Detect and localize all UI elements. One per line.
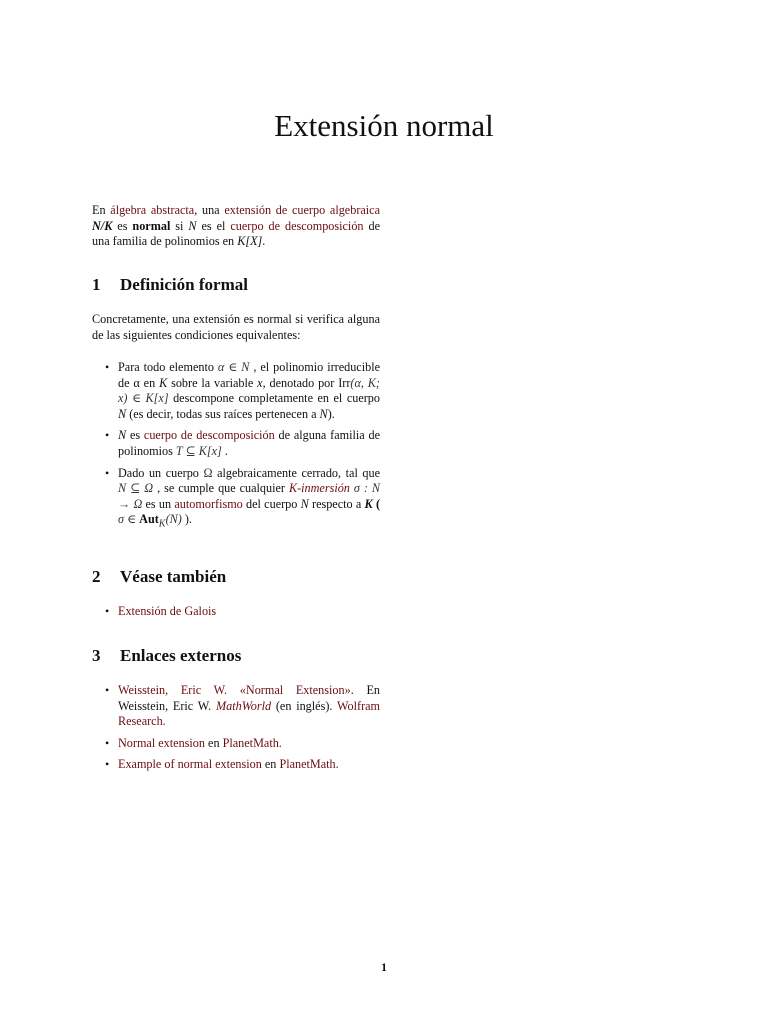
math-n-subset-omega: N ⊆ Ω <box>118 481 154 496</box>
math-irr: Irr <box>338 375 351 390</box>
link-k-inmersion[interactable]: K-inmersión <box>288 481 350 496</box>
section-title: Véase también <box>120 567 227 586</box>
text: ( <box>372 496 381 511</box>
math-aut: Aut <box>139 512 159 527</box>
text: . <box>221 443 228 458</box>
page-number: 1 <box>381 960 387 974</box>
text: de una familia de polinomios en <box>92 218 380 249</box>
math-n: N <box>118 406 127 421</box>
text: es <box>112 218 133 233</box>
link-example-normal-extension[interactable]: Example of normal extension <box>118 757 262 772</box>
math-k: K <box>159 375 168 390</box>
see-also-list <box>92 604 380 626</box>
math-sub-k: K <box>158 518 166 530</box>
text: En <box>92 203 111 217</box>
link-cuerpo-descomposicion[interactable]: cuerpo de descomposición <box>230 218 364 233</box>
text: (en inglés). <box>271 698 337 713</box>
text: . En Weisstein, Eric W. <box>118 683 380 713</box>
text: , se cumple que cualquier <box>153 481 289 496</box>
math-x: x <box>257 375 263 390</box>
math-irr-args: (α, K; x) ∈ K[x] <box>118 375 380 406</box>
conditions-list <box>92 360 380 538</box>
list-item <box>92 604 380 620</box>
link-planetmath[interactable]: PlanetMath. <box>279 757 339 772</box>
section-number: 1 <box>92 275 101 294</box>
text: (es decir, todas sus raíces pertenecen a <box>126 406 320 421</box>
math-nk: N/K <box>92 218 113 233</box>
section-heading-definicion <box>92 275 248 295</box>
intro-paragraph <box>92 203 380 250</box>
math-sigma-in: σ ∈ <box>118 512 140 527</box>
page-title: Extensión normal <box>274 108 494 143</box>
text: en <box>139 375 160 390</box>
list-item <box>92 736 380 752</box>
text: Dado un cuerpo <box>118 465 204 480</box>
list-item <box>92 683 380 730</box>
link-mathworld[interactable]: MathWorld <box>216 698 272 713</box>
math-alpha: α <box>133 375 140 390</box>
text: ). <box>327 406 335 421</box>
link-wolfram-research[interactable]: Wolfram Research. <box>118 698 381 729</box>
link-extension-galois[interactable]: Extensión de Galois <box>118 604 217 618</box>
text: algebraicamente cerrado, tal que <box>212 465 380 480</box>
math-n: N <box>319 406 328 421</box>
text: . <box>262 234 266 249</box>
definition-intro: Concretamente, una extensión es normal si verifica alguna de las siguientes condiciones equivalentes: <box>92 312 380 342</box>
link-weisstein[interactable]: Weisstein, Eric W. «Normal Extension» <box>118 683 351 697</box>
text: respecto a <box>308 496 365 511</box>
text: en <box>261 757 280 772</box>
math-n: N <box>118 428 127 443</box>
list-item <box>92 360 380 422</box>
math-n: N <box>188 218 197 233</box>
text: Para todo elemento <box>118 360 218 374</box>
math-sigma-map: σ : N → Ω <box>118 481 381 511</box>
text: es <box>126 428 144 443</box>
math-omega: Ω <box>203 465 213 480</box>
text: de alguna familia de polinomios <box>118 428 380 458</box>
math-k: K <box>364 496 373 511</box>
list-item <box>92 428 380 459</box>
section-title: Definición formal <box>120 275 248 294</box>
link-automorfismo[interactable]: automorfismo <box>174 496 243 511</box>
list-item <box>92 466 380 533</box>
text: descompone completamente en el cuerpo <box>168 391 380 406</box>
text: sobre la variable <box>167 375 258 390</box>
section-heading-enlaces <box>92 646 241 666</box>
link-extension-cuerpo-algebraica[interactable]: extensión de cuerpo algebraica <box>224 203 380 217</box>
math-n: N <box>300 496 309 511</box>
link-planetmath[interactable]: PlanetMath. <box>222 735 282 750</box>
link-cuerpo-descomposicion[interactable]: cuerpo de descomposición <box>143 428 275 443</box>
text: es el <box>196 218 231 233</box>
list-item <box>92 757 380 773</box>
math-kx: K[X] <box>237 234 263 249</box>
text: , denotado por <box>262 375 339 390</box>
math-t-subset: T ⊆ K[x] <box>175 443 222 458</box>
section-title: Enlaces externos <box>120 646 242 665</box>
external-links-list <box>92 683 380 779</box>
text: del cuerpo <box>242 496 301 511</box>
link-algebra-abstracta[interactable]: álgebra abstracta <box>110 203 195 217</box>
link-normal-extension[interactable]: Normal extension <box>118 735 205 750</box>
text: si <box>170 218 189 233</box>
math-n-paren: (N) <box>165 512 182 527</box>
section-number: 2 <box>92 567 101 586</box>
text: en <box>205 735 223 750</box>
math-alpha-in-n: α ∈ N <box>217 360 250 374</box>
text: , una <box>194 203 225 217</box>
text: , el polinomio irreducible de <box>118 360 380 390</box>
section-heading-vease <box>92 567 226 587</box>
text: es un <box>142 496 175 511</box>
bold-normal: normal <box>132 218 171 233</box>
text: ). <box>181 512 192 527</box>
section-number: 3 <box>92 646 101 665</box>
